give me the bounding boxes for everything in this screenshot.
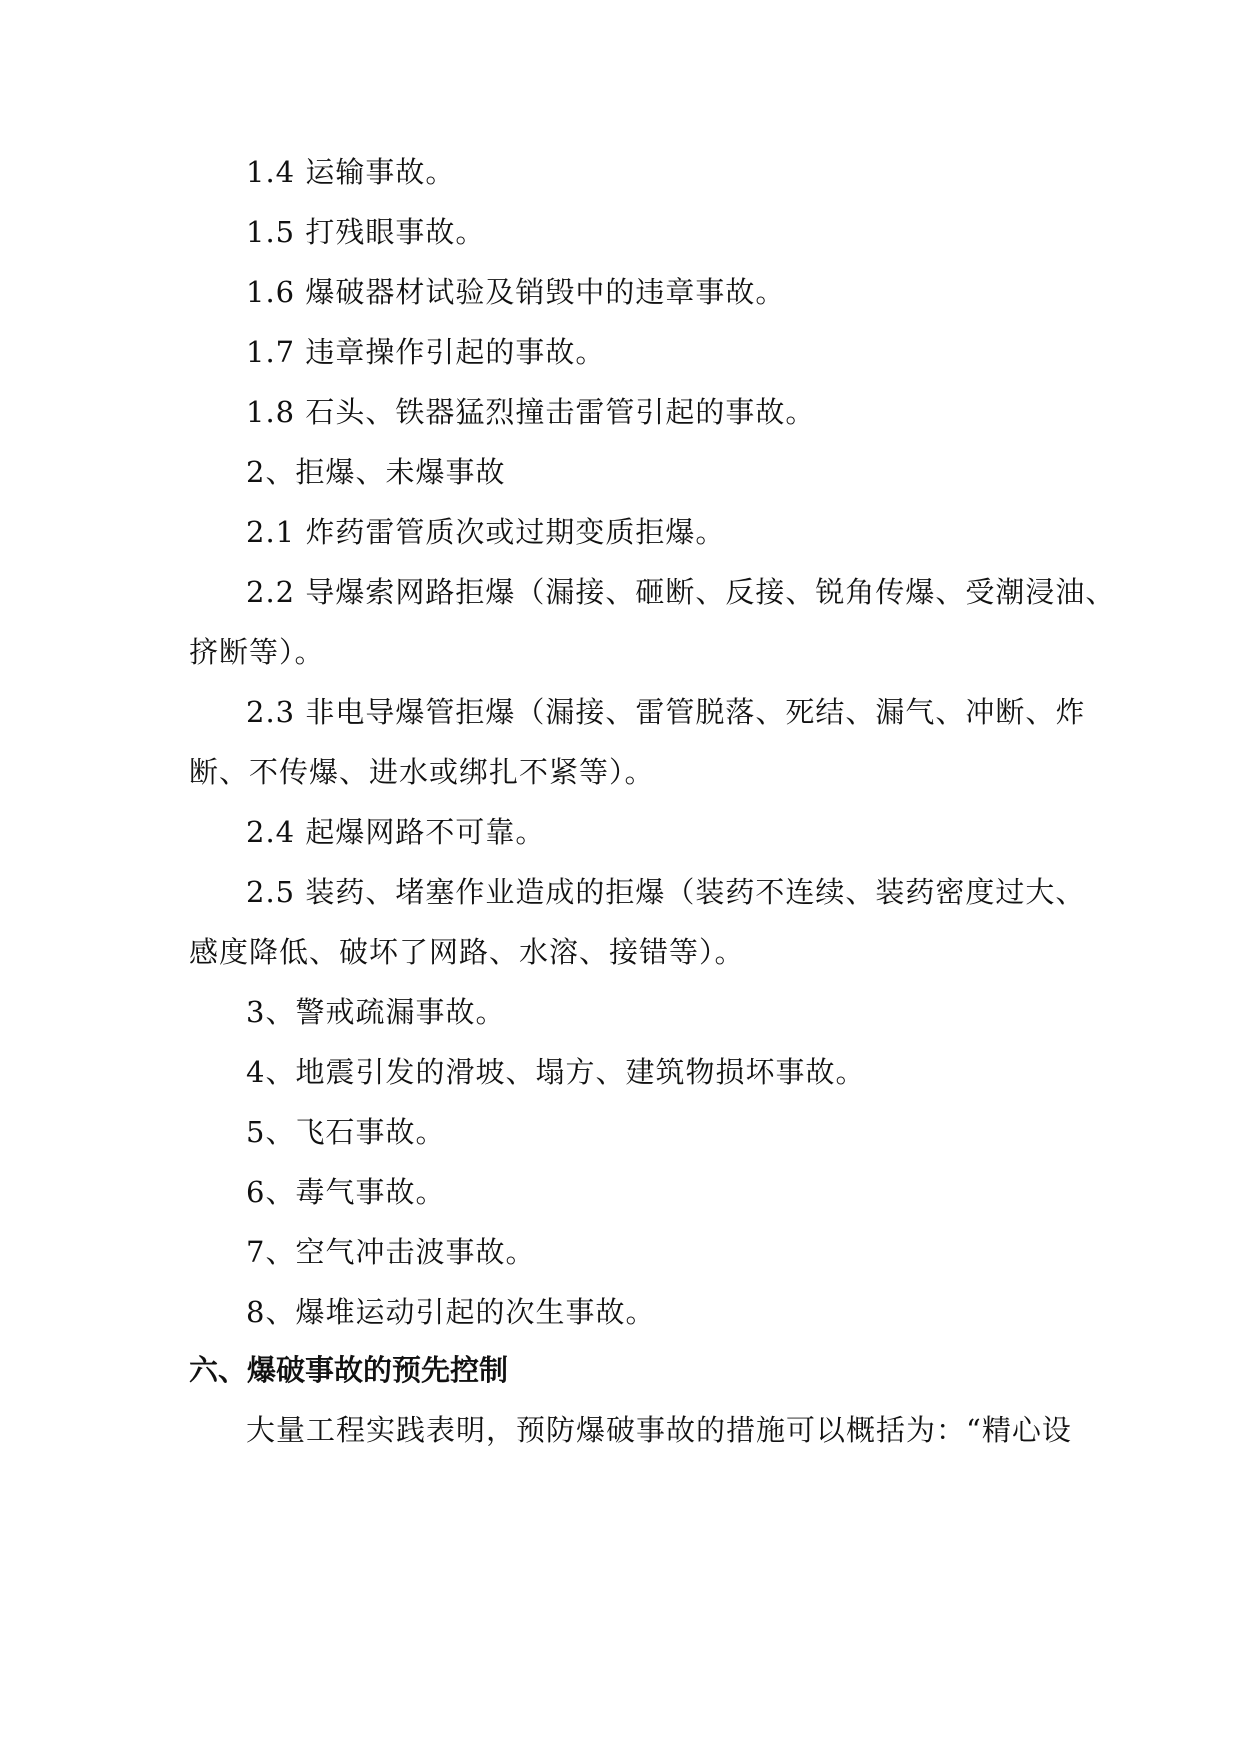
- paragraph-line: 1.4 运输事故。: [246, 155, 456, 189]
- paragraph-line: 2.3 非电导爆管拒爆（漏接、雷管脱落、死结、漏气、冲断、炸: [246, 695, 1086, 729]
- paragraph-line: 2.5 装药、堵塞作业造成的拒爆（装药不连续、装药密度过大、: [246, 875, 1086, 909]
- paragraph-line: 2.4 起爆网路不可靠。: [246, 815, 546, 849]
- paragraph-line: 7、空气冲击波事故。: [246, 1235, 536, 1269]
- paragraph-line: 2.2 导爆索网路拒爆（漏接、砸断、反接、锐角传爆、受潮浸油、: [246, 575, 1116, 609]
- paragraph-line: 2.1 炸药雷管质次或过期变质拒爆。: [246, 515, 726, 549]
- paragraph-line: 1.7 违章操作引起的事故。: [246, 335, 606, 369]
- paragraph-line: 1.8 石头、铁器猛烈撞击雷管引起的事故。: [246, 395, 816, 429]
- section-heading: 六、爆破事故的预先控制: [189, 1353, 509, 1387]
- paragraph-line: 挤断等）。: [189, 635, 325, 669]
- paragraph-line: 断、不传爆、进水或绑扎不紧等）。: [189, 755, 655, 789]
- paragraph-line: 5、飞石事故。: [246, 1115, 446, 1149]
- paragraph-line: 感度降低、破坏了网路、水溶、接错等）。: [189, 935, 745, 969]
- paragraph-line: 2、拒爆、未爆事故: [246, 455, 506, 489]
- paragraph-line: 1.5 打残眼事故。: [246, 215, 486, 249]
- paragraph-line: 大量工程实践表明，预防爆破事故的措施可以概括为：“精心设: [246, 1413, 1072, 1447]
- paragraph-line: 6、毒气事故。: [246, 1175, 446, 1209]
- paragraph-line: 4、地震引发的滑坡、塌方、建筑物损坏事故。: [246, 1055, 866, 1089]
- paragraph-line: 1.6 爆破器材试验及销毁中的违章事故。: [246, 275, 786, 309]
- paragraph-line: 8、爆堆运动引起的次生事故。: [246, 1295, 656, 1329]
- paragraph-line: 3、警戒疏漏事故。: [246, 995, 506, 1029]
